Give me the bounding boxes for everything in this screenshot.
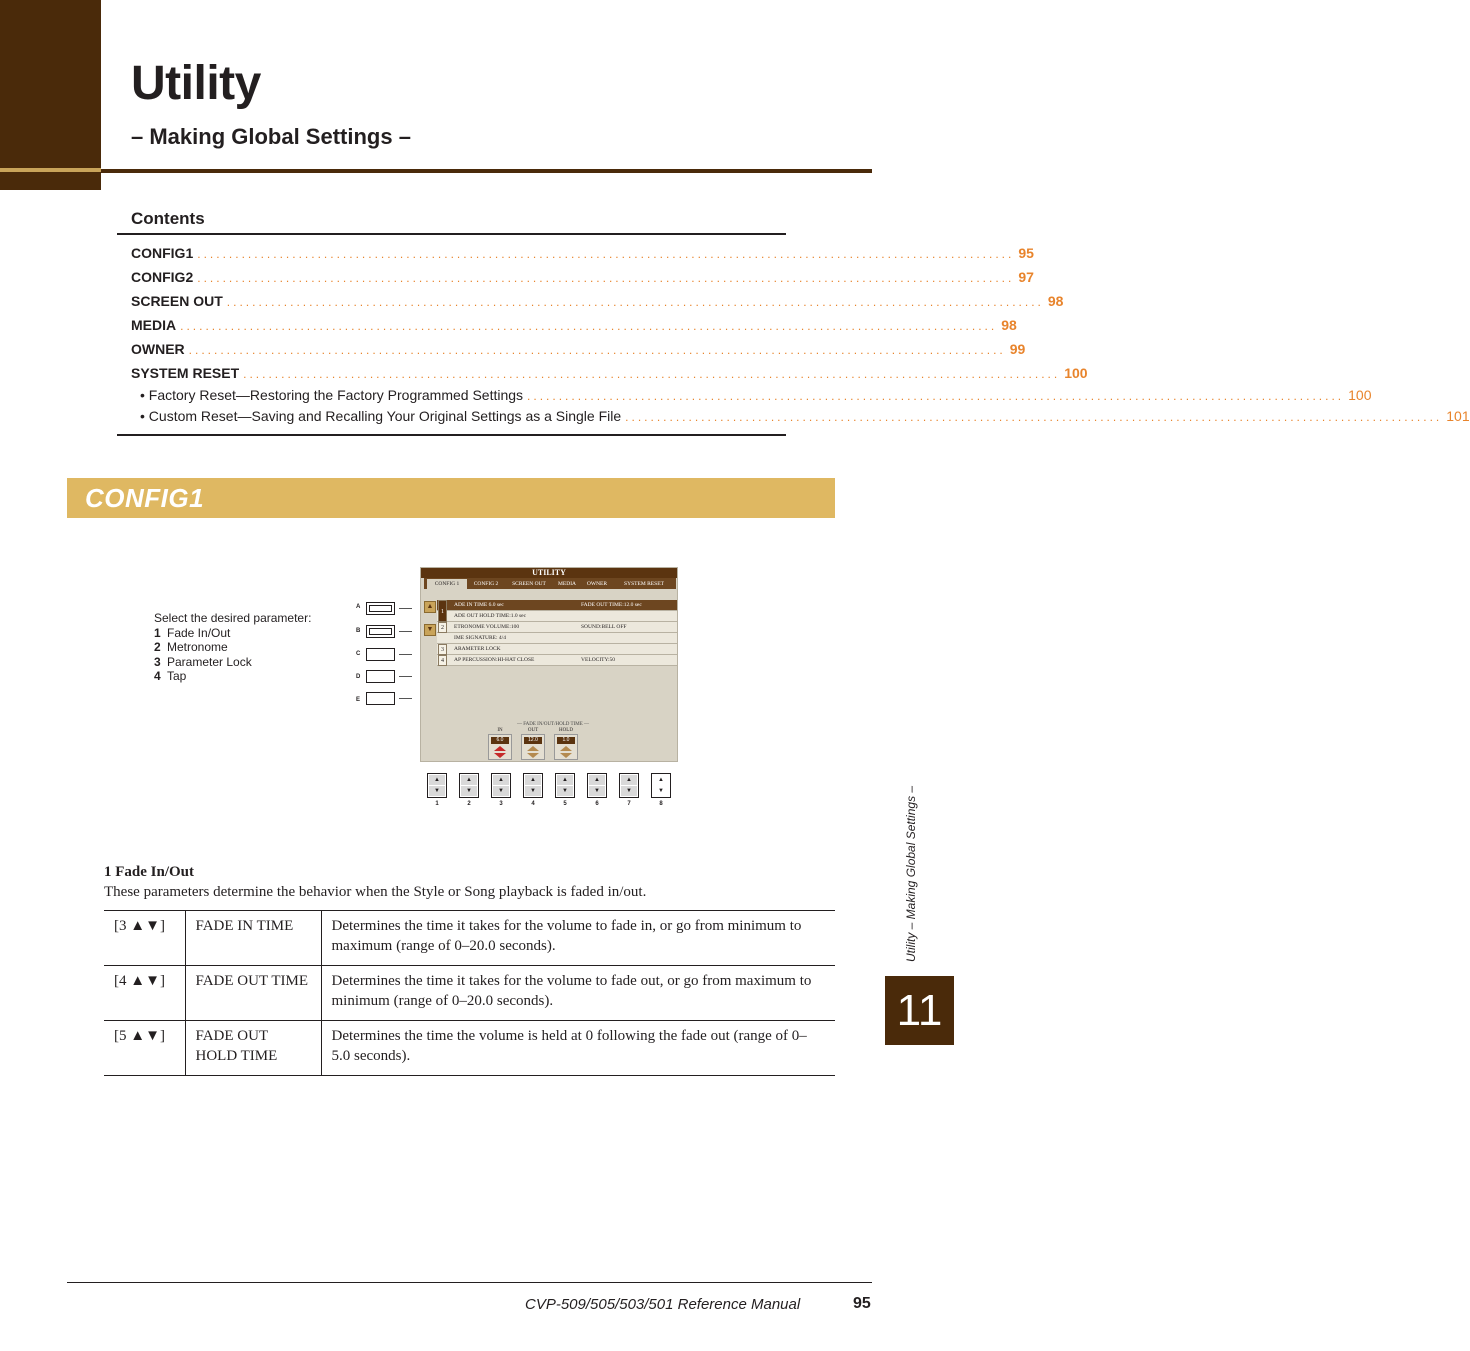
footer-rule bbox=[67, 1282, 872, 1283]
toc-label: SYSTEM RESET bbox=[131, 365, 240, 381]
down-arrow-icon: ▼ bbox=[493, 786, 509, 796]
toc-entry-owner[interactable] bbox=[131, 341, 1026, 357]
screen-row-number: 4 bbox=[438, 655, 447, 666]
up-arrow-icon: ▲ bbox=[589, 775, 605, 785]
bottom-button-4[interactable] bbox=[523, 773, 543, 798]
param-desc: Determines the time it takes for the volume to fade in, or go from minimum to maximum (range of 0–20.0 seconds). bbox=[321, 911, 835, 966]
bottom-button-number: 4 bbox=[531, 801, 535, 807]
toc-page: 99 bbox=[1009, 341, 1026, 357]
callout-line bbox=[399, 654, 412, 655]
knob-fade-in[interactable] bbox=[488, 734, 512, 760]
screen-tab-bar bbox=[424, 578, 676, 589]
chapter-tab: 11 bbox=[885, 976, 954, 1045]
screen-up-arrow-icon[interactable]: ▲ bbox=[424, 601, 436, 613]
up-arrow-icon: ▲ bbox=[429, 775, 445, 785]
up-arrow-icon: ▲ bbox=[493, 775, 509, 785]
down-triangle-icon bbox=[560, 753, 572, 758]
param-button: [3 ▲▼] bbox=[104, 911, 185, 966]
bottom-button-2[interactable] bbox=[459, 773, 479, 798]
side-button-d[interactable] bbox=[366, 670, 395, 683]
bottom-button-8[interactable] bbox=[651, 773, 671, 798]
table-row bbox=[104, 1021, 835, 1076]
param-button: [4 ▲▼] bbox=[104, 966, 185, 1021]
caption-intro: Select the desired parameter: bbox=[154, 611, 312, 625]
toc-page: 98 bbox=[1047, 293, 1064, 309]
up-arrow-icon: ▲ bbox=[461, 775, 477, 785]
side-button-c[interactable] bbox=[366, 648, 395, 661]
toc-page: 97 bbox=[1018, 269, 1034, 285]
toc-entry-media[interactable] bbox=[131, 317, 1017, 333]
toc-entry-custom-reset[interactable] bbox=[140, 408, 1470, 424]
bottom-button-number: 2 bbox=[467, 801, 471, 807]
knob-label-hold: HOLD bbox=[559, 728, 573, 733]
down-arrow-icon: ▼ bbox=[429, 786, 445, 796]
toc-entry-config2[interactable] bbox=[131, 269, 1034, 285]
bottom-button-number: 3 bbox=[499, 801, 503, 807]
toc-leader: ................................................................................................................................. bbox=[527, 389, 1345, 403]
knob-value: 12.0 bbox=[524, 737, 542, 744]
knob-hold[interactable] bbox=[554, 734, 578, 760]
bottom-button-number: 8 bbox=[659, 801, 663, 807]
toc-label: SCREEN OUT bbox=[131, 293, 223, 309]
toc-leader: ................................................................................................................................. bbox=[188, 343, 1006, 357]
bottom-button-3[interactable] bbox=[491, 773, 511, 798]
screen-group-label: — FADE IN/OUT/HOLD TIME — bbox=[516, 722, 590, 727]
knob-label-out: OUT bbox=[527, 728, 539, 733]
down-arrow-icon: ▼ bbox=[589, 786, 605, 796]
screen-down-arrow-icon[interactable]: ▼ bbox=[424, 624, 436, 636]
callout-line bbox=[399, 608, 412, 609]
side-letter-a: A bbox=[356, 604, 361, 610]
param-name: FADE OUT TIME bbox=[185, 966, 321, 1021]
caption-option: 2 Metronome bbox=[154, 640, 228, 654]
side-letter-b: B bbox=[356, 628, 361, 634]
caption-option: 3 Parameter Lock bbox=[154, 654, 252, 669]
param-description: These parameters determine the behavior when the Style or Song playback is faded in/out. bbox=[104, 884, 647, 900]
toc-entry-system-reset[interactable] bbox=[131, 365, 1088, 381]
toc-entry-screen-out[interactable] bbox=[131, 293, 1064, 309]
down-arrow-icon: ▼ bbox=[653, 786, 669, 796]
page-title: Utility bbox=[131, 57, 261, 110]
screen-tab-config2[interactable]: CONFIG 2 bbox=[473, 581, 499, 587]
screen-tab-system-reset[interactable]: SYSTEM RESET bbox=[624, 581, 664, 587]
toc-entry-config1[interactable] bbox=[131, 245, 1034, 261]
screen-tab-media[interactable]: MEDIA bbox=[557, 581, 577, 587]
header-rule bbox=[101, 169, 872, 173]
up-arrow-icon: ▲ bbox=[557, 775, 573, 785]
down-arrow-icon: ▼ bbox=[621, 786, 637, 796]
caption-option: 1 Fade In/Out bbox=[154, 625, 231, 640]
screen-tab-screen-out[interactable]: SCREEN OUT bbox=[512, 581, 546, 587]
up-arrow-icon: ▲ bbox=[525, 775, 541, 785]
page-subtitle: – Making Global Settings – bbox=[131, 124, 411, 149]
page-number: 95 bbox=[853, 1295, 871, 1312]
bottom-button-7[interactable] bbox=[619, 773, 639, 798]
section-banner bbox=[67, 478, 835, 518]
down-arrow-icon: ▼ bbox=[525, 786, 541, 796]
bottom-button-number: 7 bbox=[627, 801, 631, 807]
screen-row[interactable]: AP PERCUSSION:HI-HAT CLOSE VELOCITY:50 bbox=[437, 655, 677, 666]
side-button-b[interactable] bbox=[366, 625, 395, 638]
side-button-a[interactable] bbox=[366, 602, 395, 615]
param-table bbox=[104, 910, 835, 1076]
up-triangle-icon bbox=[527, 746, 539, 751]
bottom-button-6[interactable] bbox=[587, 773, 607, 798]
screen-row[interactable]: IME SIGNATURE: 4/4 bbox=[437, 633, 677, 644]
bottom-button-number: 5 bbox=[563, 801, 567, 807]
screen-row-number: 3 bbox=[438, 644, 447, 655]
contents-rule-top bbox=[117, 233, 786, 235]
toc-label: OWNER bbox=[131, 341, 185, 357]
toc-leader: ................................................................................................................................. bbox=[197, 271, 1015, 285]
up-triangle-icon bbox=[560, 746, 572, 751]
contents-rule-bottom bbox=[117, 434, 786, 436]
toc-label: • Factory Reset—Restoring the Factory Programmed Settings bbox=[140, 387, 524, 403]
down-arrow-icon: ▼ bbox=[461, 786, 477, 796]
up-triangle-icon bbox=[494, 746, 506, 751]
down-triangle-icon bbox=[527, 753, 539, 758]
toc-label: CONFIG2 bbox=[131, 269, 194, 285]
header-color-block bbox=[0, 0, 101, 190]
up-arrow-icon: ▲ bbox=[621, 775, 637, 785]
caption-option: 4 Tap bbox=[154, 669, 187, 683]
screen-row[interactable]: ADE OUT HOLD TIME:1.0 sec bbox=[437, 611, 677, 622]
callout-line bbox=[399, 676, 412, 677]
toc-leader: ................................................................................................................................. bbox=[180, 319, 998, 333]
toc-label: CONFIG1 bbox=[131, 245, 194, 261]
callout-line bbox=[399, 698, 412, 699]
screen-row-number: 2 bbox=[438, 622, 447, 633]
table-row bbox=[104, 911, 835, 966]
toc-page: 100 bbox=[1348, 387, 1372, 403]
screen-row[interactable]: ARAMETER LOCK bbox=[437, 644, 677, 655]
side-letter-e: E bbox=[356, 697, 361, 703]
lcd-screen bbox=[420, 567, 678, 762]
footer-manual-title: CVP-509/505/503/501 Reference Manual bbox=[525, 1296, 801, 1313]
screen-tab-config1[interactable]: CONFIG 1 bbox=[427, 579, 467, 589]
table-row bbox=[104, 966, 835, 1021]
side-letter-c: C bbox=[356, 651, 361, 657]
screen-title: UTILITY bbox=[421, 568, 677, 578]
bottom-button-5[interactable] bbox=[555, 773, 575, 798]
param-name: FADE OUT HOLD TIME bbox=[185, 1021, 321, 1076]
side-button-e[interactable] bbox=[366, 692, 395, 705]
toc-page: 101 bbox=[1446, 408, 1470, 424]
toc-label: • Custom Reset—Saving and Recalling Your Original Settings as a Single File bbox=[140, 408, 622, 424]
toc-page: 100 bbox=[1064, 365, 1088, 381]
toc-leader: ................................................................................................................................. bbox=[625, 410, 1443, 424]
param-desc: Determines the time the volume is held at 0 following the fade out (range of 0–5.0 seconds). bbox=[321, 1021, 835, 1076]
screen-row[interactable]: ADE IN TIME 6.0 sec FADE OUT TIME:12.0 sec bbox=[437, 600, 677, 611]
side-letter-d: D bbox=[356, 674, 361, 680]
down-arrow-icon: ▼ bbox=[557, 786, 573, 796]
down-triangle-icon bbox=[494, 753, 506, 758]
toc-leader: ................................................................................................................................. bbox=[226, 295, 1044, 309]
param-desc: Determines the time it takes for the volume to fade out, or go from maximum to minimum (range of 0–20.0 seconds). bbox=[321, 966, 835, 1021]
toc-leader: ................................................................................................................................. bbox=[197, 247, 1015, 261]
side-running-title: Utility – Making Global Settings – bbox=[904, 785, 918, 962]
screen-row[interactable]: ETRONOME VOLUME:100 SOUND:BELL OFF bbox=[437, 622, 677, 633]
knob-label-in: IN bbox=[497, 728, 503, 733]
param-name: FADE IN TIME bbox=[185, 911, 321, 966]
toc-page: 95 bbox=[1018, 245, 1034, 261]
toc-page: 98 bbox=[1001, 317, 1017, 333]
knob-value: 1.0 bbox=[557, 737, 575, 744]
section-title: CONFIG1 bbox=[85, 483, 205, 513]
knob-fade-out[interactable] bbox=[521, 734, 545, 760]
param-button: [5 ▲▼] bbox=[104, 1021, 185, 1076]
bottom-button-number: 1 bbox=[435, 801, 439, 807]
toc-entry-factory-reset[interactable] bbox=[140, 387, 1372, 403]
up-arrow-icon: ▲ bbox=[653, 775, 669, 785]
figure-caption bbox=[154, 611, 311, 684]
toc-leader: ................................................................................................................................. bbox=[243, 367, 1061, 381]
screen-row-number: 1 bbox=[438, 600, 447, 622]
header-stripe bbox=[0, 168, 101, 172]
screen-tab-owner[interactable]: OWNER bbox=[586, 581, 608, 587]
bottom-button-number: 6 bbox=[595, 801, 599, 807]
param-heading: 1 Fade In/Out bbox=[104, 864, 195, 880]
callout-line bbox=[399, 631, 412, 632]
contents-heading: Contents bbox=[131, 209, 205, 228]
toc-label: MEDIA bbox=[131, 317, 177, 333]
knob-value: 6.0 bbox=[491, 737, 509, 744]
bottom-button-1[interactable] bbox=[427, 773, 447, 798]
